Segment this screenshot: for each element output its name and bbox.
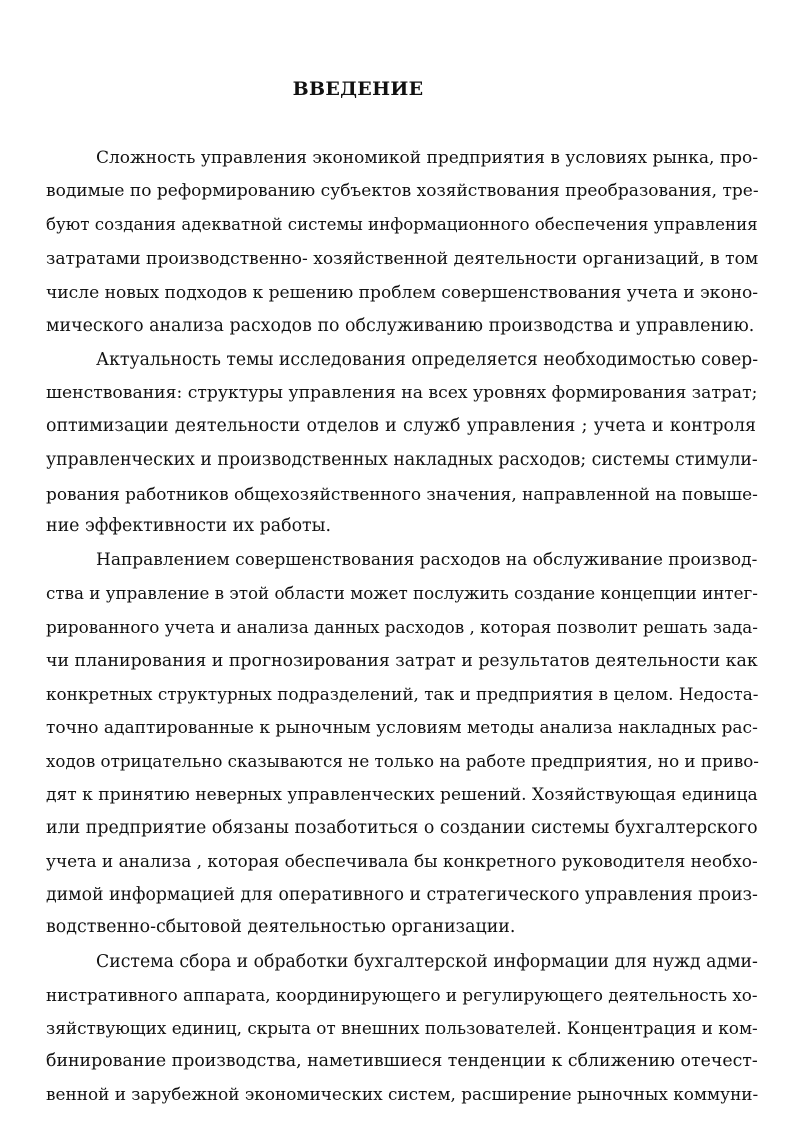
- text-line: учета и анализа , которая обеспечивала бы конкретного руководителя необхо-: [46, 851, 758, 871]
- text-line: рования работников общехозяйственного значения, направленной на повыше-: [46, 484, 758, 504]
- page-title: ВВЕДЕНИЕ: [292, 78, 424, 100]
- text-line: точно адаптированные к рыночным условиям методы анализа накладных рас-: [46, 718, 758, 738]
- text-line: числе новых подходов к решению проблем совершенствования учета и эконо-: [46, 283, 759, 303]
- text-line: ние эффективности их работы.: [46, 516, 332, 536]
- text-line: Система сбора и обработки бухгалтерской информации для нужд адми-: [96, 952, 758, 972]
- text-line: затратами производственно- хозяйственной деятельности организаций, в том: [46, 249, 759, 269]
- text-line: Направлением совершенствования расходов на обслуживание производ-: [96, 550, 758, 570]
- text-line: конкретных структурных подразделений, так и предприятия в целом. Недоста-: [46, 684, 759, 704]
- text-line: ходов отрицательно сказываются не только на работе предприятия, но и приво-: [46, 751, 759, 771]
- text-line: водственно-сбытовой деятельностью организации.: [46, 917, 516, 937]
- text-line: зяйствующих единиц, скрыта от внешних пользователей. Концентрация и ком-: [46, 1018, 758, 1038]
- text-line: водимые по реформированию субъектов хозяйствования преобразования, тре-: [46, 181, 759, 201]
- text-line: или предприятие обязаны позаботиться о создании системы бухгалтерского: [46, 818, 758, 838]
- text-line: бинирование производства, наметившиеся тенденции к сближению отечест-: [46, 1051, 758, 1071]
- text-line: дят к принятию неверных управленческих решений. Хозяйствующая единица: [46, 785, 758, 805]
- text-line: димой информацией для оперативного и стратегического управления произ-: [46, 885, 758, 905]
- text-line: рированного учета и анализа данных расходов , которая позволит решать зада-: [46, 617, 758, 637]
- text-line: Сложность управления экономикой предприятия в условиях рынка, про-: [96, 148, 759, 168]
- text-line: чи планирования и прогнозирования затрат и результатов деятельности как: [46, 651, 758, 671]
- text-line: буют создания адекватной системы информационного обеспечения управления: [46, 215, 758, 234]
- text-line: венной и зарубежной экономических систем, расширение рыночных коммуни-: [46, 1084, 759, 1104]
- text-line: управленческих и производственных накладных расходов; системы стимули-: [46, 450, 758, 470]
- text-line: Актуальность темы исследования определяется необходимостью совер-: [96, 350, 759, 370]
- text-line: шенствования: структуры управления на всех уровнях формирования затрат;: [46, 383, 758, 403]
- text-line: нистративного аппарата, координирующего и регулирующего деятельность хо-: [46, 985, 758, 1005]
- text-line: оптимизации деятельности отделов и служб управления ; учета и контроля: [46, 416, 756, 436]
- text-line: мического анализа расходов по обслуживанию производства и управлению.: [46, 316, 755, 336]
- text-line: ства и управление в этой области может послужить создание концепции интег-: [46, 583, 758, 603]
